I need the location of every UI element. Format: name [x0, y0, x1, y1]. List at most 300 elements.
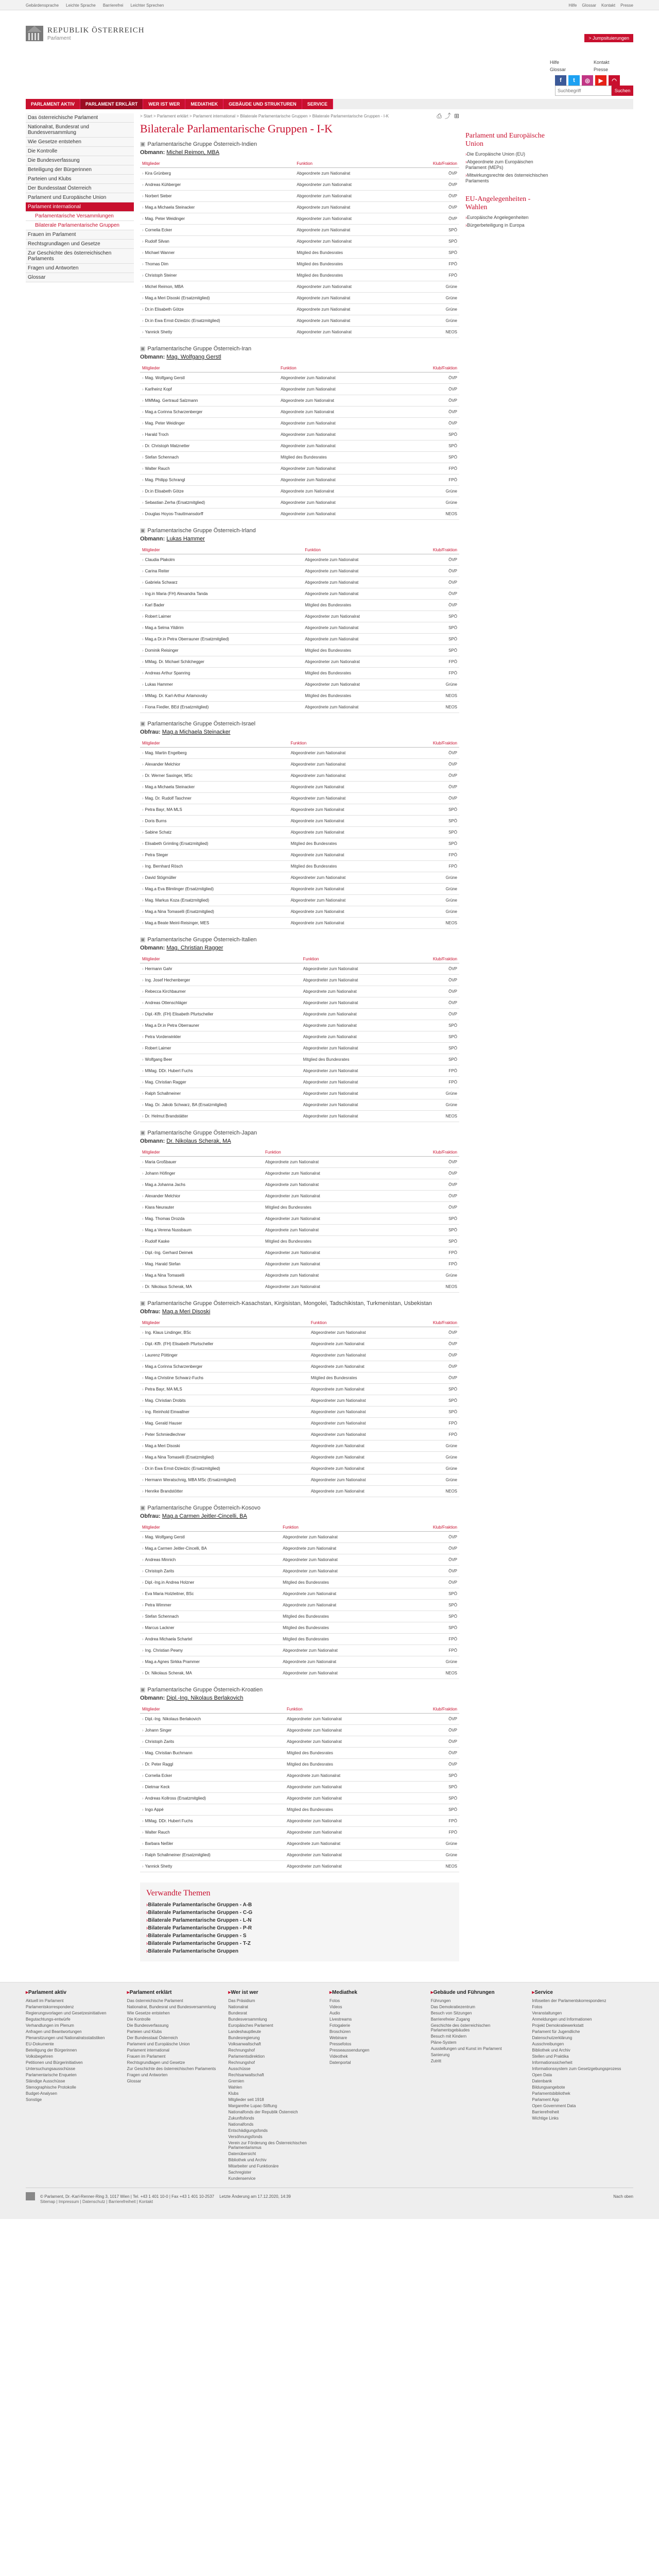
member-name[interactable]: › Karlheinz Kopf [140, 384, 279, 395]
search-button[interactable]: Suchen [612, 86, 633, 96]
group-lead-name[interactable]: Mag. Christian Ragger [166, 945, 223, 951]
member-name[interactable]: › Hermann Gahr [140, 963, 301, 975]
sidebar-item[interactable]: Parlamentarische Versammlungen [26, 212, 134, 221]
footer-link[interactable]: Ausstellungen und Kunst im Parlament [430, 2046, 502, 2051]
member-name[interactable]: › Ing. Bernhard Rösch [140, 861, 288, 872]
member-name[interactable]: › Andrea Michaela Schartel [140, 1634, 281, 1645]
footer-link[interactable]: Besuch mit Kindern [430, 2034, 467, 2039]
footer-column-title[interactable]: ▸ Parlament erklärt [127, 1990, 223, 1995]
member-name[interactable]: › Ing. Christian Pewny [140, 1645, 281, 1656]
footer-link[interactable]: Das Präsidium [228, 1998, 255, 2003]
footer-link[interactable]: Sonstige [26, 2097, 42, 2102]
footer-link[interactable]: Der Bundesstaat Österreich [127, 2036, 178, 2040]
footer-link[interactable]: Petitionen und Bürgerinitiativen [26, 2060, 83, 2065]
footer-column-title[interactable]: ▸ Mediathek [330, 1990, 426, 1995]
member-name[interactable]: › Mag. Peter Weidinger [140, 213, 294, 225]
footer-link[interactable]: Barrierefreier Zugang [430, 2017, 470, 2022]
footer-link[interactable]: Parlament App [532, 2097, 559, 2102]
member-name[interactable]: › Dr.in Elisabeth Götze [140, 486, 279, 497]
footer-link[interactable]: Datenübersicht [228, 2151, 256, 2156]
footer-link[interactable]: Ausschreibungen [532, 2042, 564, 2046]
member-name[interactable]: › Sabine Schatz [140, 827, 288, 838]
sidebar-item[interactable]: Rechtsgrundlagen und Gesetze [26, 240, 134, 249]
member-name[interactable]: › Christoph Steiner [140, 270, 294, 281]
member-name[interactable]: › MMag. DDr. Hubert Fuchs [140, 1065, 301, 1077]
member-name[interactable]: › Stefan Schennach [140, 1611, 281, 1622]
member-name[interactable]: › Wolfgang Beer [140, 1054, 301, 1065]
footer-link[interactable]: Open Government Data [532, 2104, 576, 2108]
sidebar-item[interactable]: Beteiligung der Bürgerinnen [26, 165, 134, 175]
member-name[interactable]: › Claudia Plakolm [140, 554, 303, 566]
footer-link[interactable]: Volksbegehren [26, 2054, 53, 2059]
language-button[interactable]: > Jumpsituierungen [584, 34, 633, 42]
member-name[interactable]: › Dr.in Ewa Ernst-Dziedzic (Ersatzmitglied) [140, 315, 294, 327]
mainnav-item[interactable]: SERVICE [302, 99, 333, 109]
footer-link[interactable]: Fotos [330, 1998, 340, 2003]
member-name[interactable]: › Mag.a Christine Schwarz-Fuchs [140, 1372, 309, 1384]
member-name[interactable]: › Thomas Dim [140, 259, 294, 270]
footer-link[interactable]: Zukunftsfonds [228, 2116, 254, 2121]
member-name[interactable]: › Lukas Hammer [140, 679, 303, 690]
footer-link[interactable]: Sachregister [228, 2170, 252, 2175]
footer-link[interactable]: Bibliothek und Archiv [532, 2048, 570, 2053]
footer-link[interactable]: Datenbank [532, 2079, 552, 2083]
footer-link[interactable]: Beteiligung der Bürgerinnen [26, 2048, 77, 2053]
member-name[interactable]: › Mag. Christian Drobits [140, 1395, 309, 1406]
footer-link[interactable]: Parlamentsbibliothek [532, 2091, 570, 2096]
sidebar-item[interactable]: Fragen und Antworten [26, 264, 134, 273]
member-name[interactable]: › Maria Großbauer [140, 1157, 263, 1168]
member-name[interactable]: › Mag.a Corinna Scharzenberger [140, 1361, 309, 1372]
member-name[interactable]: › Mag. Dr. Jakob Schwarz, BA (Ersatzmitglied) [140, 1099, 301, 1111]
member-name[interactable]: › Petra Steger [140, 850, 288, 861]
sidebar-item[interactable]: Parteien und Klubs [26, 175, 134, 184]
related-link[interactable]: › Bilaterale Parlamentarische Gruppen - T-Z [146, 1941, 453, 1946]
footer-link[interactable]: EU-Dokumente [26, 2042, 54, 2046]
member-name[interactable]: › Andreas Ottenschläger [140, 997, 301, 1009]
group-lead-name[interactable]: Mag. Wolfgang Gerstl [166, 354, 221, 360]
mainnav-item[interactable]: GEBÄUDE UND STRUKTUREN [223, 99, 302, 109]
footer-link[interactable]: Budget-Analysen [26, 2091, 57, 2096]
member-name[interactable]: › Mag. Martin Engelberg [140, 748, 288, 759]
footer-column-title[interactable]: ▸ Wer ist wer [228, 1990, 324, 1995]
member-name[interactable]: › Stefan Schennach [140, 452, 279, 463]
footer-link[interactable]: Datenportal [330, 2060, 351, 2065]
member-name[interactable]: › Douglas Hoyos-Trauttmansdorff [140, 509, 279, 520]
related-link[interactable]: › Bilaterale Parlamentarische Gruppen - A-B [146, 1902, 453, 1908]
member-name[interactable]: › Mag.a Dr.in Petra Oberrauner (Ersatzmitglied) [140, 634, 303, 645]
sidebar-item[interactable]: Wie Gesetze entstehen [26, 138, 134, 147]
footer-link[interactable]: Videothek [330, 2054, 348, 2059]
footer-link[interactable]: Regierungsvorlagen und Gesetzesinitiativen [26, 2011, 107, 2015]
member-name[interactable]: › Rudolf Silvan [140, 236, 294, 247]
topbar-right-link[interactable]: Hilfe [568, 3, 577, 8]
member-name[interactable]: › Mag.a Michaela Steinacker [140, 202, 294, 213]
footer-link[interactable]: Presseaussendungen [330, 2048, 370, 2053]
member-name[interactable]: › Ing.in Maria (FH) Alexandra Tanda [140, 588, 303, 600]
member-name[interactable]: › David Stögmüller [140, 872, 288, 884]
footer-link[interactable]: Versöhnungsfonds [228, 2134, 263, 2139]
member-name[interactable]: › Kira Grünberg [140, 168, 294, 179]
footer-link[interactable]: Nationalrat, Bundesrat und Bundesversammlung [127, 2005, 216, 2009]
sidebar-item[interactable]: Die Kontrolle [26, 147, 134, 156]
search-input[interactable] [555, 86, 612, 96]
member-name[interactable]: › Mag.a Nina Tomaselli [140, 1270, 263, 1281]
member-name[interactable]: › Dr. Nikolaus Scherak, MA [140, 1668, 281, 1679]
member-name[interactable]: › Alexander Melchior [140, 1191, 263, 1202]
group-lead-name[interactable]: Lukas Hammer [166, 536, 205, 542]
mainnav-item[interactable]: MEDIATHEK [185, 99, 223, 109]
member-name[interactable]: › Barbara Neßler [140, 1838, 285, 1850]
member-name[interactable]: › Petra Bayr, MA MLS [140, 1384, 309, 1395]
member-name[interactable]: › Robert Laimer [140, 1043, 301, 1054]
eu-affairs-link[interactable]: › Bürgerbeteiligung in Europa [465, 223, 553, 228]
member-name[interactable]: › Sebastian Zerha (Ersatzmitglied) [140, 497, 279, 509]
press-link[interactable]: Presse [594, 67, 609, 72]
instagram-icon[interactable]: ◎ [582, 75, 593, 86]
member-name[interactable]: › Dr.in Elisabeth Götze [140, 304, 294, 315]
member-name[interactable]: › Carina Reiter [140, 566, 303, 577]
footer-link[interactable]: Zur Geschichte des österreichischen Parlaments [127, 2066, 216, 2071]
footer-link[interactable]: Wie Gesetze entstehen [127, 2011, 170, 2015]
member-name[interactable]: › Dominik Reisinger [140, 645, 303, 656]
member-name[interactable]: › MMag. DDr. Hubert Fuchs [140, 1816, 285, 1827]
member-name[interactable]: › Petra Bayr, MA MLS [140, 804, 288, 816]
footer-link[interactable]: Die Kontrolle [127, 2017, 151, 2022]
member-name[interactable]: › Johann Höfinger [140, 1168, 263, 1179]
related-link[interactable]: › Bilaterale Parlamentarische Gruppen - S [146, 1933, 453, 1939]
footer-link[interactable]: Untersuchungsausschüsse [26, 2066, 76, 2071]
footer-link[interactable]: Parteien und Klubs [127, 2029, 162, 2034]
member-name[interactable]: › Michel Reimon, MBA [140, 281, 294, 293]
member-name[interactable]: › Mag. Harald Stefan [140, 1259, 263, 1270]
mainnav-item[interactable]: PARLAMENT ERKLÄRT [80, 99, 143, 109]
related-link[interactable]: › Bilaterale Parlamentarische Gruppen - L-N [146, 1918, 453, 1923]
sidebar-item[interactable]: Nationalrat, Bundesrat und Bundesversammlung [26, 123, 134, 138]
member-name[interactable]: › Ingo Appé [140, 1804, 285, 1816]
member-name[interactable]: › Mag.a Meri Disoski (Ersatzmitglied) [140, 293, 294, 304]
footer-link[interactable]: Europäisches Parlament [228, 2023, 273, 2028]
footer-link[interactable]: Informationssicherheit [532, 2060, 573, 2065]
member-name[interactable]: › Mag.a Michaela Steinacker [140, 782, 288, 793]
member-name[interactable]: › Ing. Josef Hechenberger [140, 975, 301, 986]
footer-link[interactable]: Geschichte des österreichischen Parlamentsgebäudes [430, 2023, 491, 2032]
member-name[interactable]: › Mag.a Beate Meinl-Reisinger, MES [140, 918, 288, 929]
footer-link[interactable]: Das Demokratiezentrum [430, 2005, 475, 2009]
member-name[interactable]: › Petra Vorderwinkler [140, 1031, 301, 1043]
member-name[interactable]: › Mag. Wolfgang Gerstl [140, 372, 279, 384]
footer-link[interactable]: Verein zur Förderung des Österreichischen Parlamentarismus [228, 2141, 307, 2150]
member-name[interactable]: › Laurenz Pöttinger [140, 1350, 309, 1361]
member-name[interactable]: › Eva Maria Holzleitner, BSc [140, 1588, 281, 1600]
member-name[interactable]: › Mag. Christian Buchmann [140, 1748, 285, 1759]
footer-link[interactable]: Mitglieder seit 1918 [228, 2097, 264, 2102]
member-name[interactable]: › Mag.a Verena Nussbaum [140, 1225, 263, 1236]
member-name[interactable]: › Christoph Zarits [140, 1736, 285, 1748]
member-name[interactable]: › Karl Bader [140, 600, 303, 611]
member-name[interactable]: › Hermann Weratschnig, MBA MSc (Ersatzmitglied) [140, 1475, 309, 1486]
footer-column-title[interactable]: ▸ Parlament aktiv [26, 1990, 122, 1995]
footer-link[interactable]: Parlamentsdirektion [228, 2054, 265, 2059]
footer-link[interactable]: Begutachtungs-entwürfe [26, 2017, 71, 2022]
member-name[interactable]: › Dr. Peter Raggl [140, 1759, 285, 1770]
footer-link[interactable]: Stenographische Protokolle [26, 2085, 76, 2090]
footer-link[interactable]: Broschüren [330, 2029, 351, 2034]
member-name[interactable]: › Ralph Schallmeiner [140, 1088, 301, 1099]
footer-link[interactable]: Livestreams [330, 2017, 352, 2022]
member-name[interactable]: › MMag. Dr. Michael Schilchegger [140, 656, 303, 668]
topbar-right-link[interactable]: Kontakt [601, 3, 616, 8]
topbar-link[interactable]: Leichter Sprechen [130, 3, 164, 8]
mainnav-item[interactable]: PARLAMENT AKTIV [26, 99, 80, 109]
member-name[interactable]: › Mag.a Meri Disoski [140, 1440, 309, 1452]
member-name[interactable]: › Dr. Christoph Matznetter [140, 440, 279, 452]
member-name[interactable]: › Peter Schmiedlechner [140, 1429, 309, 1440]
member-name[interactable]: › Rebecca Kirchbaumer [140, 986, 301, 997]
footer-link[interactable]: Anmeldungen und Informationen [532, 2017, 592, 2022]
member-name[interactable]: › Fiona Fiedler, BEd (Ersatzmitglied) [140, 702, 303, 713]
topbar-right-link[interactable]: Glossar [582, 3, 596, 8]
footer-link[interactable]: Fotos [532, 2005, 543, 2009]
member-name[interactable]: › Christoph Zarits [140, 1566, 281, 1577]
footer-link[interactable]: Rechnungshof [228, 2060, 255, 2065]
member-name[interactable]: › Mag.a Corinna Scharzenberger [140, 406, 279, 418]
footer-link[interactable]: Nationalfonds der Republik Österreich [228, 2110, 298, 2114]
footer-link[interactable]: Mitarbeiter und Funktionäre [228, 2164, 279, 2168]
member-name[interactable]: › Dipl.-Kffr. (FH) Elisabeth Pfurtscheller [140, 1009, 301, 1020]
youtube-icon[interactable]: ▶ [595, 75, 606, 86]
member-name[interactable]: › Mag. Wolfgang Gerstl [140, 1532, 281, 1543]
footer-link[interactable]: Datenschutzerklärung [532, 2036, 573, 2040]
member-name[interactable]: › Dietmar Keck [140, 1782, 285, 1793]
footer-link[interactable]: Kundenservice [228, 2176, 256, 2181]
member-name[interactable]: › Mag. Peter Weidinger [140, 418, 279, 429]
member-name[interactable]: › Dr.in Ewa Ernst-Dziedzic (Ersatzmitglied) [140, 1463, 309, 1475]
member-name[interactable]: › Mag.a Johanna Jachs [140, 1179, 263, 1191]
footer-link[interactable]: Webinare [330, 2036, 348, 2040]
footer-link[interactable]: Plenarsitzungen und Nationalratsstatistiken [26, 2036, 105, 2040]
footer-link[interactable]: Parlamentskorrespondenz [26, 2005, 74, 2009]
sidebar-item[interactable]: Das österreichische Parlament [26, 113, 134, 123]
footer-link[interactable]: Parlament für Jugendliche [532, 2029, 580, 2034]
footer-link[interactable]: Open Data [532, 2073, 552, 2077]
footer-link[interactable]: Frauen im Parlament [127, 2054, 166, 2059]
member-name[interactable]: › Walter Rauch [140, 1827, 285, 1838]
footer-link[interactable]: Wichtige Links [532, 2116, 559, 2121]
breadcrumb-text[interactable]: > Start > Parlament erklärt > Parlament international > Bilaterale Parlamentarische Gruppen > Bilaterale Parlamentarische Gruppen - I-K [140, 114, 389, 118]
member-name[interactable]: › Gabriela Schwarz [140, 577, 303, 588]
footer-link[interactable]: Ausschüsse [228, 2066, 251, 2071]
member-name[interactable]: › Mag. Thomas Drozda [140, 1213, 263, 1225]
member-name[interactable]: › Mag.a Carmen Jeitler-Cincelli, BA [140, 1543, 281, 1554]
related-link[interactable]: › Bilaterale Parlamentarische Gruppen [146, 1948, 453, 1954]
member-name[interactable]: › Dipl.-Ing.in Andrea Holzner [140, 1577, 281, 1588]
member-name[interactable]: › Alexander Melchior [140, 759, 288, 770]
footer-link[interactable]: Margarethe Lupac-Stiftung [228, 2104, 278, 2108]
footer-link[interactable]: Wahlen [228, 2085, 242, 2090]
member-name[interactable]: › Doris Burns [140, 816, 288, 827]
member-name[interactable]: › Ing. Klaus Lindinger, BSc [140, 1327, 309, 1338]
topbar-right-link[interactable]: Presse [620, 3, 633, 8]
footer-link[interactable]: Infoseiten der Parlamentskorrespondenz [532, 1998, 606, 2003]
footer-link[interactable]: Zutritt [430, 2059, 442, 2063]
related-link[interactable]: › Bilaterale Parlamentarische Gruppen - C-G [146, 1910, 453, 1916]
topbar-link[interactable]: Leichte Sprache [66, 3, 96, 8]
rss-icon[interactable]: ◠ [609, 75, 620, 86]
footer-link[interactable]: Parlament international [127, 2048, 169, 2053]
group-lead-name[interactable]: Dipl.-Ing. Nikolaus Berlakovich [166, 1695, 244, 1701]
footer-link[interactable]: Bibliothek und Archiv [228, 2158, 267, 2162]
member-name[interactable]: › Ing. Reinhold Einwallner [140, 1406, 309, 1418]
footer-link[interactable]: Informationssystem zum Gesetzgebungsprozess [532, 2066, 621, 2071]
member-name[interactable]: › Walter Rauch [140, 463, 279, 474]
footer-link[interactable]: Glossar [127, 2079, 142, 2083]
member-name[interactable]: › Dipl.-Ing. Nikolaus Berlakovich [140, 1714, 285, 1725]
footer-link[interactable]: Stellen und Praktika [532, 2054, 569, 2059]
group-lead-name[interactable]: Michel Reimon, MBA [166, 149, 220, 156]
member-name[interactable]: › Petra Wimmer [140, 1600, 281, 1611]
sidebar-item[interactable]: Glossar [26, 273, 134, 282]
member-name[interactable]: › Yannick Shetty [140, 327, 294, 338]
footer-link[interactable]: Landeshauptleute [228, 2029, 261, 2034]
member-name[interactable]: › Mag. Christian Ragger [140, 1077, 301, 1088]
member-name[interactable]: › Cornelia Ecker [140, 1770, 285, 1782]
member-name[interactable]: › Johann Singer [140, 1725, 285, 1736]
print-icon[interactable]: ⎙ [437, 112, 442, 120]
member-name[interactable]: › Mag.a Selma Yildirim [140, 622, 303, 634]
member-name[interactable]: › Elisabeth Grimling (Ersatzmitglied) [140, 838, 288, 850]
footer-link[interactable]: Nationalrat [228, 2005, 249, 2009]
footer-link[interactable]: Videos [330, 2005, 342, 2009]
footer-link[interactable]: Anfragen und Beantwortungen [26, 2029, 82, 2034]
member-name[interactable]: › Norbert Sieber [140, 191, 294, 202]
member-name[interactable]: › Mag.a Agnes Sirkka Prammer [140, 1656, 281, 1668]
footer-link[interactable]: Besuch von Sitzungen [430, 2011, 472, 2015]
member-name[interactable]: › Dr. Helmut Brandstätter [140, 1111, 301, 1122]
member-name[interactable]: › Klara Neurauter [140, 1202, 263, 1213]
twitter-icon[interactable]: t [568, 75, 580, 86]
member-name[interactable]: › Mag.a Dr.in Petra Oberrauner [140, 1020, 301, 1031]
group-lead-name[interactable]: Dr. Nikolaus Scherak, MA [166, 1138, 231, 1144]
footer-link[interactable]: Das österreichische Parlament [127, 1998, 183, 2003]
footer-link[interactable]: Bundesversammlung [228, 2017, 267, 2022]
member-name[interactable]: › Andreas Kühberger [140, 179, 294, 191]
group-lead-name[interactable]: Mag.a Meri Disoski [162, 1309, 211, 1315]
eu-link[interactable]: › Abgeordnete zum Europäischen Parlament (MEPs) [465, 159, 553, 171]
footer-link[interactable]: Verhandlungen im Plenum [26, 2023, 74, 2028]
footer-legal-links[interactable]: Sitemap | Impressum | Datenschutz | Barrierefreiheit | Kontakt [40, 2199, 153, 2204]
footer-link[interactable]: Führungen [430, 1998, 451, 2003]
topbar-link[interactable]: Gebärdensprache [26, 3, 59, 8]
member-name[interactable]: › Rudolf Kaske [140, 1236, 263, 1247]
member-name[interactable]: › Ralph Schallmeiner (Ersatzmitglied) [140, 1850, 285, 1861]
footer-link[interactable]: Pläne-System [430, 2040, 457, 2045]
member-name[interactable]: › Andreas Arthur Spanring [140, 668, 303, 679]
sidebar-item[interactable]: Parlament international [26, 202, 134, 212]
footer-link[interactable]: Ständige Ausschüsse [26, 2079, 65, 2083]
sidebar-item[interactable]: Frauen im Parlament [26, 230, 134, 240]
footer-link[interactable]: Parlament und Europäische Union [127, 2042, 190, 2046]
member-name[interactable]: › Cornelia Ecker [140, 225, 294, 236]
member-name[interactable]: › Mag. Gerald Hauser [140, 1418, 309, 1429]
member-name[interactable]: › Mag. Philipp Schrangl [140, 474, 279, 486]
footer-link[interactable]: Barrierefreiheit [532, 2110, 559, 2114]
member-name[interactable]: › Dipl.-Ing. Gerhard Deimek [140, 1247, 263, 1259]
member-name[interactable]: › MMMag. Gertraud Salzmann [140, 395, 279, 406]
member-name[interactable]: › Yannick Shetty [140, 1861, 285, 1872]
member-name[interactable]: › Andreas Minnich [140, 1554, 281, 1566]
footer-link[interactable]: Pressefotos [330, 2042, 352, 2046]
footer-link[interactable]: Fragen und Antworten [127, 2073, 168, 2077]
topbar-link[interactable]: Barrierefrei [102, 3, 124, 8]
facebook-icon[interactable]: f [555, 75, 566, 86]
related-link[interactable]: › Bilaterale Parlamentarische Gruppen - P-R [146, 1925, 453, 1931]
share-icon[interactable]: ⤴ [444, 112, 451, 120]
sidebar-item[interactable]: Die Bundesverfassung [26, 156, 134, 165]
footer-link[interactable]: Sanierung [430, 2053, 450, 2057]
member-name[interactable]: › Mag. Markus Koza (Ersatzmitglied) [140, 895, 288, 906]
footer-link[interactable]: Veranstaltungen [532, 2011, 562, 2015]
member-name[interactable]: › Mag.a Eva Blimlinger (Ersatzmitglied) [140, 884, 288, 895]
contact-link[interactable]: Kontakt [594, 60, 610, 65]
footer-link[interactable]: Volksanwaltschaft [228, 2042, 261, 2046]
footer-link[interactable]: Rechtsgrundlagen und Gesetze [127, 2060, 185, 2065]
footer-link[interactable]: Aktuell im Parlament [26, 1998, 64, 2003]
member-name[interactable]: › Andreas Kollross (Ersatzmitglied) [140, 1793, 285, 1804]
footer-link[interactable]: Die Bundesverfassung [127, 2023, 169, 2028]
footer-link[interactable]: Projekt Demokratiewerkstatt [532, 2023, 584, 2028]
group-lead-name[interactable]: Mag.a Carmen Jeitler-Cincelli, BA [162, 1513, 247, 1519]
glossary-link[interactable]: Glossar [550, 67, 566, 72]
footer-link[interactable]: Parlamentarische Enqueten [26, 2073, 77, 2077]
eu-affairs-link[interactable]: › Europäische Angelegenheiten [465, 215, 553, 221]
footer-column-title[interactable]: ▸ Gebäude und Führungen [431, 1990, 527, 1995]
sidebar-item[interactable]: Parlament und Europäische Union [26, 193, 134, 202]
member-name[interactable]: › Henrike Brandstötter [140, 1486, 309, 1497]
member-name[interactable]: › Dr. Werner Saxinger, MSc [140, 770, 288, 782]
footer-link[interactable]: Rechnungshof [228, 2048, 255, 2053]
back-to-top-link[interactable]: Nach oben [613, 2194, 633, 2199]
footer-link[interactable]: Nationalfonds [228, 2122, 254, 2127]
footer-link[interactable]: Audio [330, 2011, 340, 2015]
sidebar-item[interactable]: Zur Geschichte des österreichischen Parlaments [26, 249, 134, 264]
mainnav-item[interactable]: WER IST WER [143, 99, 185, 109]
group-lead-name[interactable]: Mag.a Michaela Steinacker [162, 729, 231, 735]
member-name[interactable]: › Marcus Lackner [140, 1622, 281, 1634]
footer-link[interactable]: Bildungsangebote [532, 2085, 565, 2090]
member-name[interactable]: › Mag. Dr. Rudolf Taschner [140, 793, 288, 804]
member-name[interactable]: › Robert Laimer [140, 611, 303, 622]
member-name[interactable]: › Mag.a Nina Tomaselli (Ersatzmitglied) [140, 1452, 309, 1463]
footer-link[interactable]: Fotogalerie [330, 2023, 351, 2028]
bookmark-icon[interactable]: ⊞ [454, 112, 459, 120]
footer-link[interactable]: Bundesrat [228, 2011, 247, 2015]
eu-link[interactable]: › Die Europäische Union (EU) [465, 151, 553, 157]
sidebar-item[interactable]: Der Bundesstaat Österreich [26, 184, 134, 193]
footer-column-title[interactable]: ▸ Service [532, 1990, 628, 1995]
eu-link[interactable]: › Mitwirkungsrechte des österreichischen Parlaments [465, 173, 553, 184]
member-name[interactable]: › MMag. Dr. Karl-Arthur Arlamovsky [140, 690, 303, 702]
member-name[interactable]: › Dr. Nikolaus Scherak, MA [140, 1281, 263, 1293]
member-name[interactable]: › Dipl.-Kffr. (FH) Elisabeth Pfurtscheller [140, 1338, 309, 1350]
footer-link[interactable]: Rechtsanwaltschaft [228, 2073, 264, 2077]
footer-link[interactable]: Entschädigungsfonds [228, 2128, 268, 2133]
member-name[interactable]: › Mag.a Nina Tomaselli (Ersatzmitglied) [140, 906, 288, 918]
member-name[interactable]: › Harald Troch [140, 429, 279, 440]
sidebar-item[interactable]: Bilaterale Parlamentarische Gruppen [26, 221, 134, 230]
footer-link[interactable]: Gremien [228, 2079, 245, 2083]
help-link[interactable]: Hilfe [550, 60, 560, 65]
